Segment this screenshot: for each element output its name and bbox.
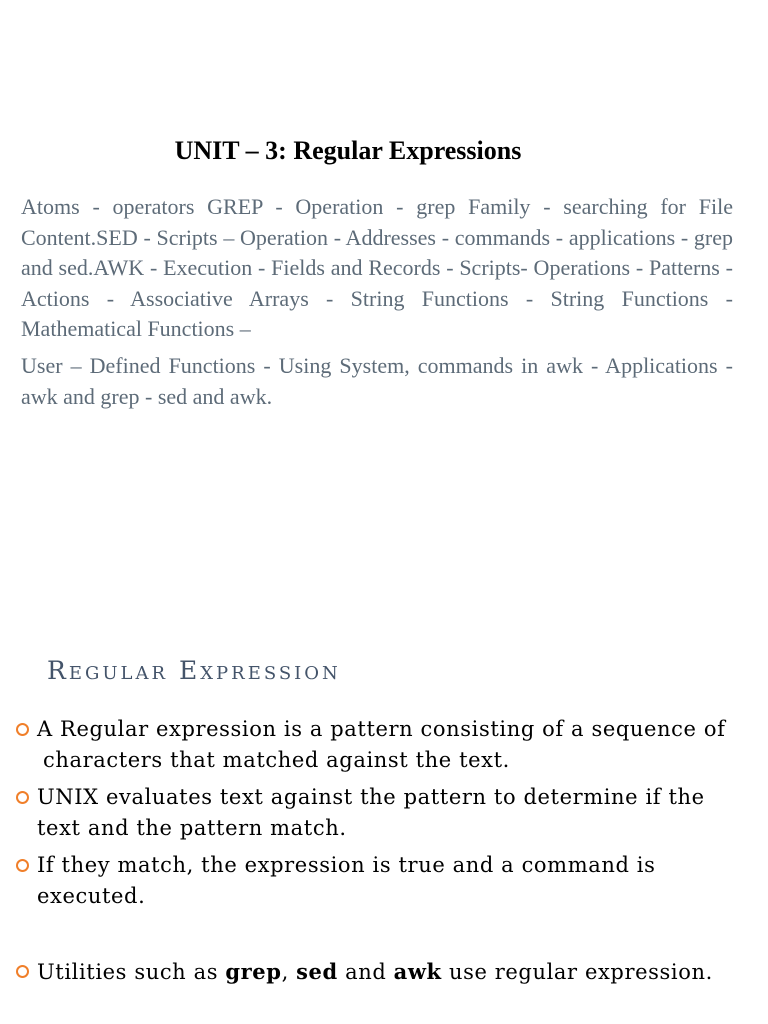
bullet-ring-icon bbox=[16, 965, 29, 978]
bullet-text bbox=[37, 850, 756, 912]
bullet-item bbox=[16, 714, 756, 776]
bullet-text bbox=[37, 714, 756, 776]
bullet-item bbox=[16, 956, 756, 988]
separator: and bbox=[337, 960, 394, 984]
bullet-line: UNIX evaluates text against the pattern to determine if the bbox=[37, 785, 705, 809]
bullet-text bbox=[37, 782, 756, 844]
bullet-ring-icon bbox=[16, 791, 29, 804]
bullet-ring-icon bbox=[16, 723, 29, 736]
slide-title: UNIT – 3: Regular Expressions bbox=[174, 136, 522, 165]
bullet-line: characters that matched against the text. bbox=[43, 748, 510, 772]
bullet-line: executed. bbox=[37, 884, 146, 908]
bullet-suffix: use regular expression. bbox=[441, 960, 713, 984]
topics-paragraph: Atoms - operators GREP - Operation - grep Family - searching for File Content.SED - Scripts – Operation - Addresses - commands - applications - grep and sed.AWK - Execution - Fields and Records - Scripts- Operations - Patterns - Actions - Associative Arrays - String Functions - String Functions -Mathematical Functions – bbox=[21, 194, 733, 341]
bullet-ring-icon bbox=[16, 859, 29, 872]
cmd-sed: sed bbox=[296, 959, 338, 984]
cmd-awk: awk bbox=[393, 959, 442, 984]
bullet-line: A Regular expression is a pattern consisting of a sequence of bbox=[37, 717, 726, 741]
bullet-line: If they match, the expression is true and a command is bbox=[37, 853, 656, 877]
topics-paragraph-continued: User – Defined Functions - Using System, commands in awk - Applications -awk and grep - sed and awk. bbox=[21, 353, 733, 409]
bullet-item bbox=[16, 850, 756, 912]
bullet-text bbox=[37, 956, 756, 988]
bullet-item bbox=[16, 782, 756, 844]
cmd-grep: grep bbox=[225, 959, 282, 984]
bullet-line: text and the pattern match. bbox=[37, 816, 347, 840]
separator: , bbox=[281, 960, 297, 984]
bullet-prefix: Utilities such as bbox=[37, 960, 226, 984]
section-title: Regular Expression bbox=[47, 656, 341, 685]
